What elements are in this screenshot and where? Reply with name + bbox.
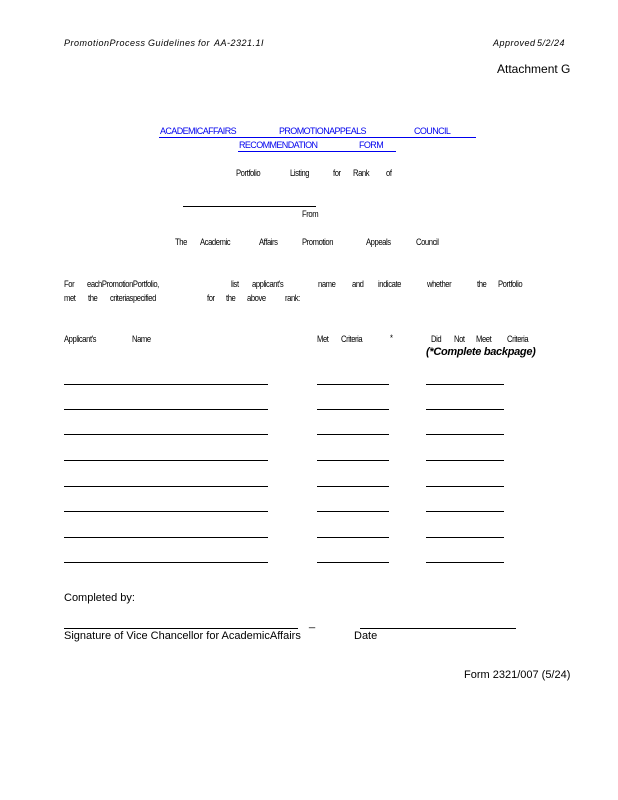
did-not-meet-line[interactable]	[426, 486, 504, 487]
col-met: Met	[317, 334, 329, 344]
did-not-meet-line[interactable]	[426, 537, 504, 538]
instr-portfolio: Portfolio	[498, 279, 523, 289]
instr-name: name	[318, 279, 336, 289]
instr-met: met	[64, 293, 76, 303]
header-for-text: for	[198, 38, 211, 48]
instr-the: the	[477, 279, 487, 289]
col-asterisk: *	[390, 333, 393, 343]
rank-blank-line	[183, 206, 316, 207]
met-criteria-line[interactable]	[317, 562, 389, 563]
met-criteria-line[interactable]	[317, 460, 389, 461]
instr-rank: rank:	[285, 293, 300, 303]
did-not-meet-line[interactable]	[426, 562, 504, 563]
header-approved-label: Approved	[493, 38, 536, 48]
instr-applicants: applicant's	[252, 279, 284, 289]
instr-whether: whether	[427, 279, 452, 289]
council-promotion: Promotion	[302, 237, 334, 247]
signature-label: Signature of Vice Chancellor for AcademicAffairs	[64, 630, 301, 642]
col-criteria-2: Criteria	[507, 334, 529, 344]
instr-for: For	[64, 279, 75, 289]
applicant-name-line[interactable]	[64, 511, 268, 512]
instr-and: and	[352, 279, 364, 289]
council-affairs: Affairs	[259, 237, 278, 247]
col-criteria: Criteria	[341, 334, 363, 344]
header-approved-date: 5/2/24	[537, 38, 566, 48]
subtitle-portfolio: Portfolio	[236, 168, 261, 178]
form-number: Form 2321/007 (5/24)	[464, 669, 571, 681]
col-not: Not	[454, 334, 465, 344]
met-criteria-line[interactable]	[317, 384, 389, 385]
council-the: The	[175, 237, 187, 247]
col-applicants: Applicant's	[64, 334, 97, 344]
title-form: FORM	[359, 140, 384, 150]
council-appeals: Appeals	[366, 237, 391, 247]
applicant-name-line[interactable]	[64, 562, 268, 563]
title-promotion-appeals: PROMOTIONAPPEALS	[279, 126, 366, 136]
did-not-meet-line[interactable]	[426, 511, 504, 512]
date-label: Date	[354, 630, 378, 642]
applicant-name-line[interactable]	[64, 434, 268, 435]
subtitle-for: for	[333, 168, 341, 178]
signature-dash: _	[309, 617, 316, 629]
from-label: From	[302, 209, 319, 219]
header-policy-number: AA-2321.1I	[214, 38, 265, 48]
applicant-name-line[interactable]	[64, 409, 268, 410]
met-criteria-line[interactable]	[317, 511, 389, 512]
title-council: COUNCIL	[414, 126, 451, 136]
did-not-meet-line[interactable]	[426, 460, 504, 461]
col-name: Name	[132, 334, 151, 344]
subtitle-rank: Rank	[353, 168, 370, 178]
instr-each-portfolio: eachPromotionPortfolio,	[87, 279, 159, 289]
instr-the-3: the	[226, 293, 236, 303]
signature-line[interactable]	[64, 628, 298, 629]
council-academic: Academic	[200, 237, 231, 247]
subtitle-listing: Listing	[290, 168, 310, 178]
instr-for-2: for	[207, 293, 215, 303]
complete-back-page-note: (*Complete backpage)	[426, 346, 536, 358]
met-criteria-line[interactable]	[317, 486, 389, 487]
attachment-label: Attachment G	[497, 62, 571, 76]
header-process-text: PromotionProcess	[64, 38, 146, 48]
applicant-name-line[interactable]	[64, 384, 268, 385]
did-not-meet-line[interactable]	[426, 434, 504, 435]
title-underline-1	[159, 137, 476, 138]
col-meet: Meet	[476, 334, 492, 344]
date-line[interactable]	[360, 628, 516, 629]
applicant-name-line[interactable]	[64, 537, 268, 538]
applicant-name-line[interactable]	[64, 486, 268, 487]
met-criteria-line[interactable]	[317, 409, 389, 410]
met-criteria-line[interactable]	[317, 434, 389, 435]
instr-indicate: indicate	[378, 279, 401, 289]
title-recommendation: RECOMMENDATION	[239, 140, 318, 150]
col-did: Did	[431, 334, 442, 344]
instr-criteria-specified: criteriaspecified	[110, 293, 156, 303]
did-not-meet-line[interactable]	[426, 409, 504, 410]
title-underline-2	[238, 151, 396, 152]
council-council: Council	[416, 237, 439, 247]
subtitle-of: of	[386, 168, 392, 178]
did-not-meet-line[interactable]	[426, 384, 504, 385]
completed-by-label: Completed by:	[64, 592, 135, 604]
instr-above: above	[247, 293, 266, 303]
header-guidelines-text: Guidelines	[148, 38, 196, 48]
instr-the-2: the	[88, 293, 98, 303]
instr-list: list	[231, 279, 239, 289]
met-criteria-line[interactable]	[317, 537, 389, 538]
applicant-name-line[interactable]	[64, 460, 268, 461]
title-academic-affairs: ACADEMICAFFAIRS	[160, 126, 237, 136]
